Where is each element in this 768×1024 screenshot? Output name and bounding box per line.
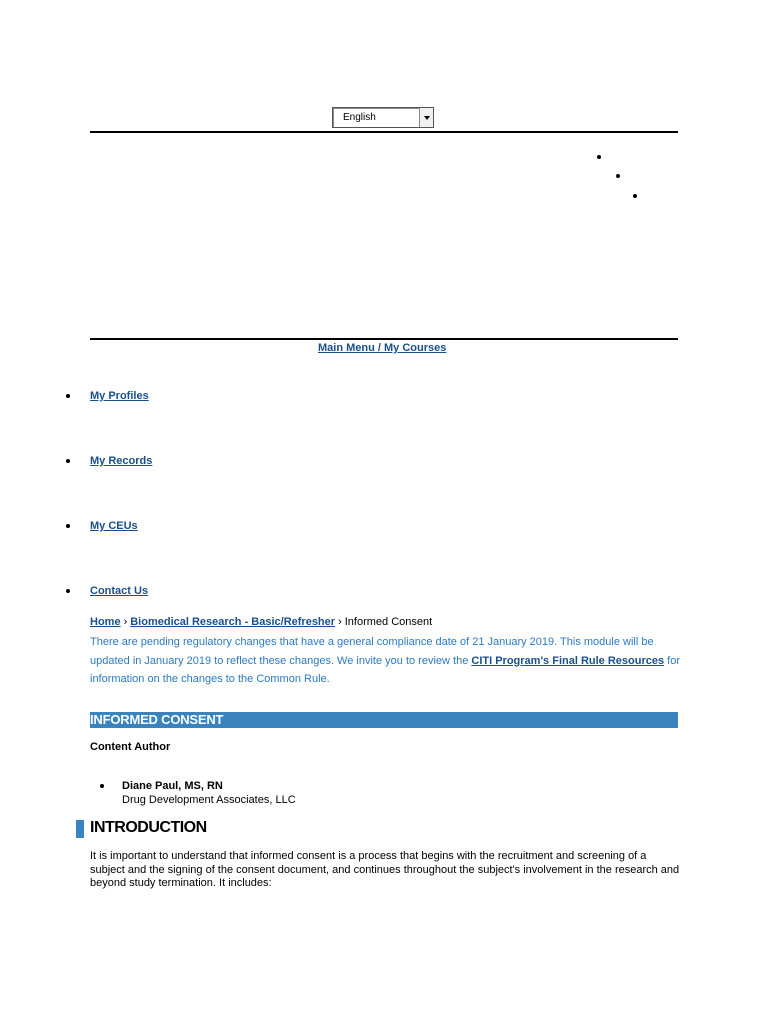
chevron-down-icon[interactable] bbox=[419, 108, 434, 127]
nav-divider bbox=[90, 338, 678, 340]
language-select[interactable] bbox=[332, 107, 434, 128]
breadcrumb-home-link[interactable]: Home bbox=[90, 616, 121, 628]
contact-us-link[interactable]: Contact Us bbox=[90, 585, 149, 597]
notice-text-after: for information on the changes to the Common Rule. bbox=[90, 654, 681, 685]
bullet-icon bbox=[66, 459, 70, 463]
main-menu-link[interactable]: Main Menu / My Courses bbox=[318, 342, 447, 354]
author-name: Diane Paul, MS, RN bbox=[122, 780, 223, 792]
regulatory-notice bbox=[90, 633, 680, 689]
breadcrumb-course-link[interactable]: Biomedical Research - Basic/Refresher bbox=[130, 616, 336, 628]
heading-marker bbox=[76, 820, 84, 838]
empty-list-bullet-2 bbox=[616, 174, 620, 178]
breadcrumb-current: Informed Consent bbox=[344, 616, 433, 628]
section-title-bar: INFORMED CONSENT bbox=[90, 712, 678, 728]
content-author-label: Content Author bbox=[90, 741, 171, 753]
introduction-text: It is important to understand that informed consent is a process that begins with the recruitment and screening of a subject and the signing of the consent document, and continues throughout the subject's involvement in the research and beyond study termination. It includes: bbox=[90, 850, 680, 889]
author-organization: Drug Development Associates, LLC bbox=[122, 794, 296, 806]
final-rule-resources-link[interactable]: CITI Program's Final Rule Resources bbox=[471, 654, 665, 667]
breadcrumb-separator: › bbox=[338, 616, 342, 628]
notice-text-before: There are pending regulatory changes that have a general compliance date of 21 January 2019. This module will be updated in January 2019 to reflect these changes. We invite you to review the bbox=[90, 636, 654, 667]
bullet-icon bbox=[66, 394, 70, 398]
bullet-icon bbox=[66, 524, 70, 528]
header-divider bbox=[90, 131, 678, 133]
bullet-icon bbox=[66, 589, 70, 593]
language-select-value: English bbox=[343, 112, 376, 123]
empty-list-bullet-3 bbox=[633, 194, 637, 198]
my-profiles-link[interactable]: My Profiles bbox=[90, 390, 149, 402]
introduction-heading: INTRODUCTION bbox=[90, 819, 207, 836]
empty-list-bullet-1 bbox=[597, 155, 601, 159]
my-ceus-link[interactable]: My CEUs bbox=[90, 520, 138, 532]
bullet-icon bbox=[100, 784, 104, 788]
breadcrumb bbox=[90, 616, 432, 628]
my-records-link[interactable]: My Records bbox=[90, 455, 153, 467]
breadcrumb-separator: › bbox=[123, 616, 128, 628]
